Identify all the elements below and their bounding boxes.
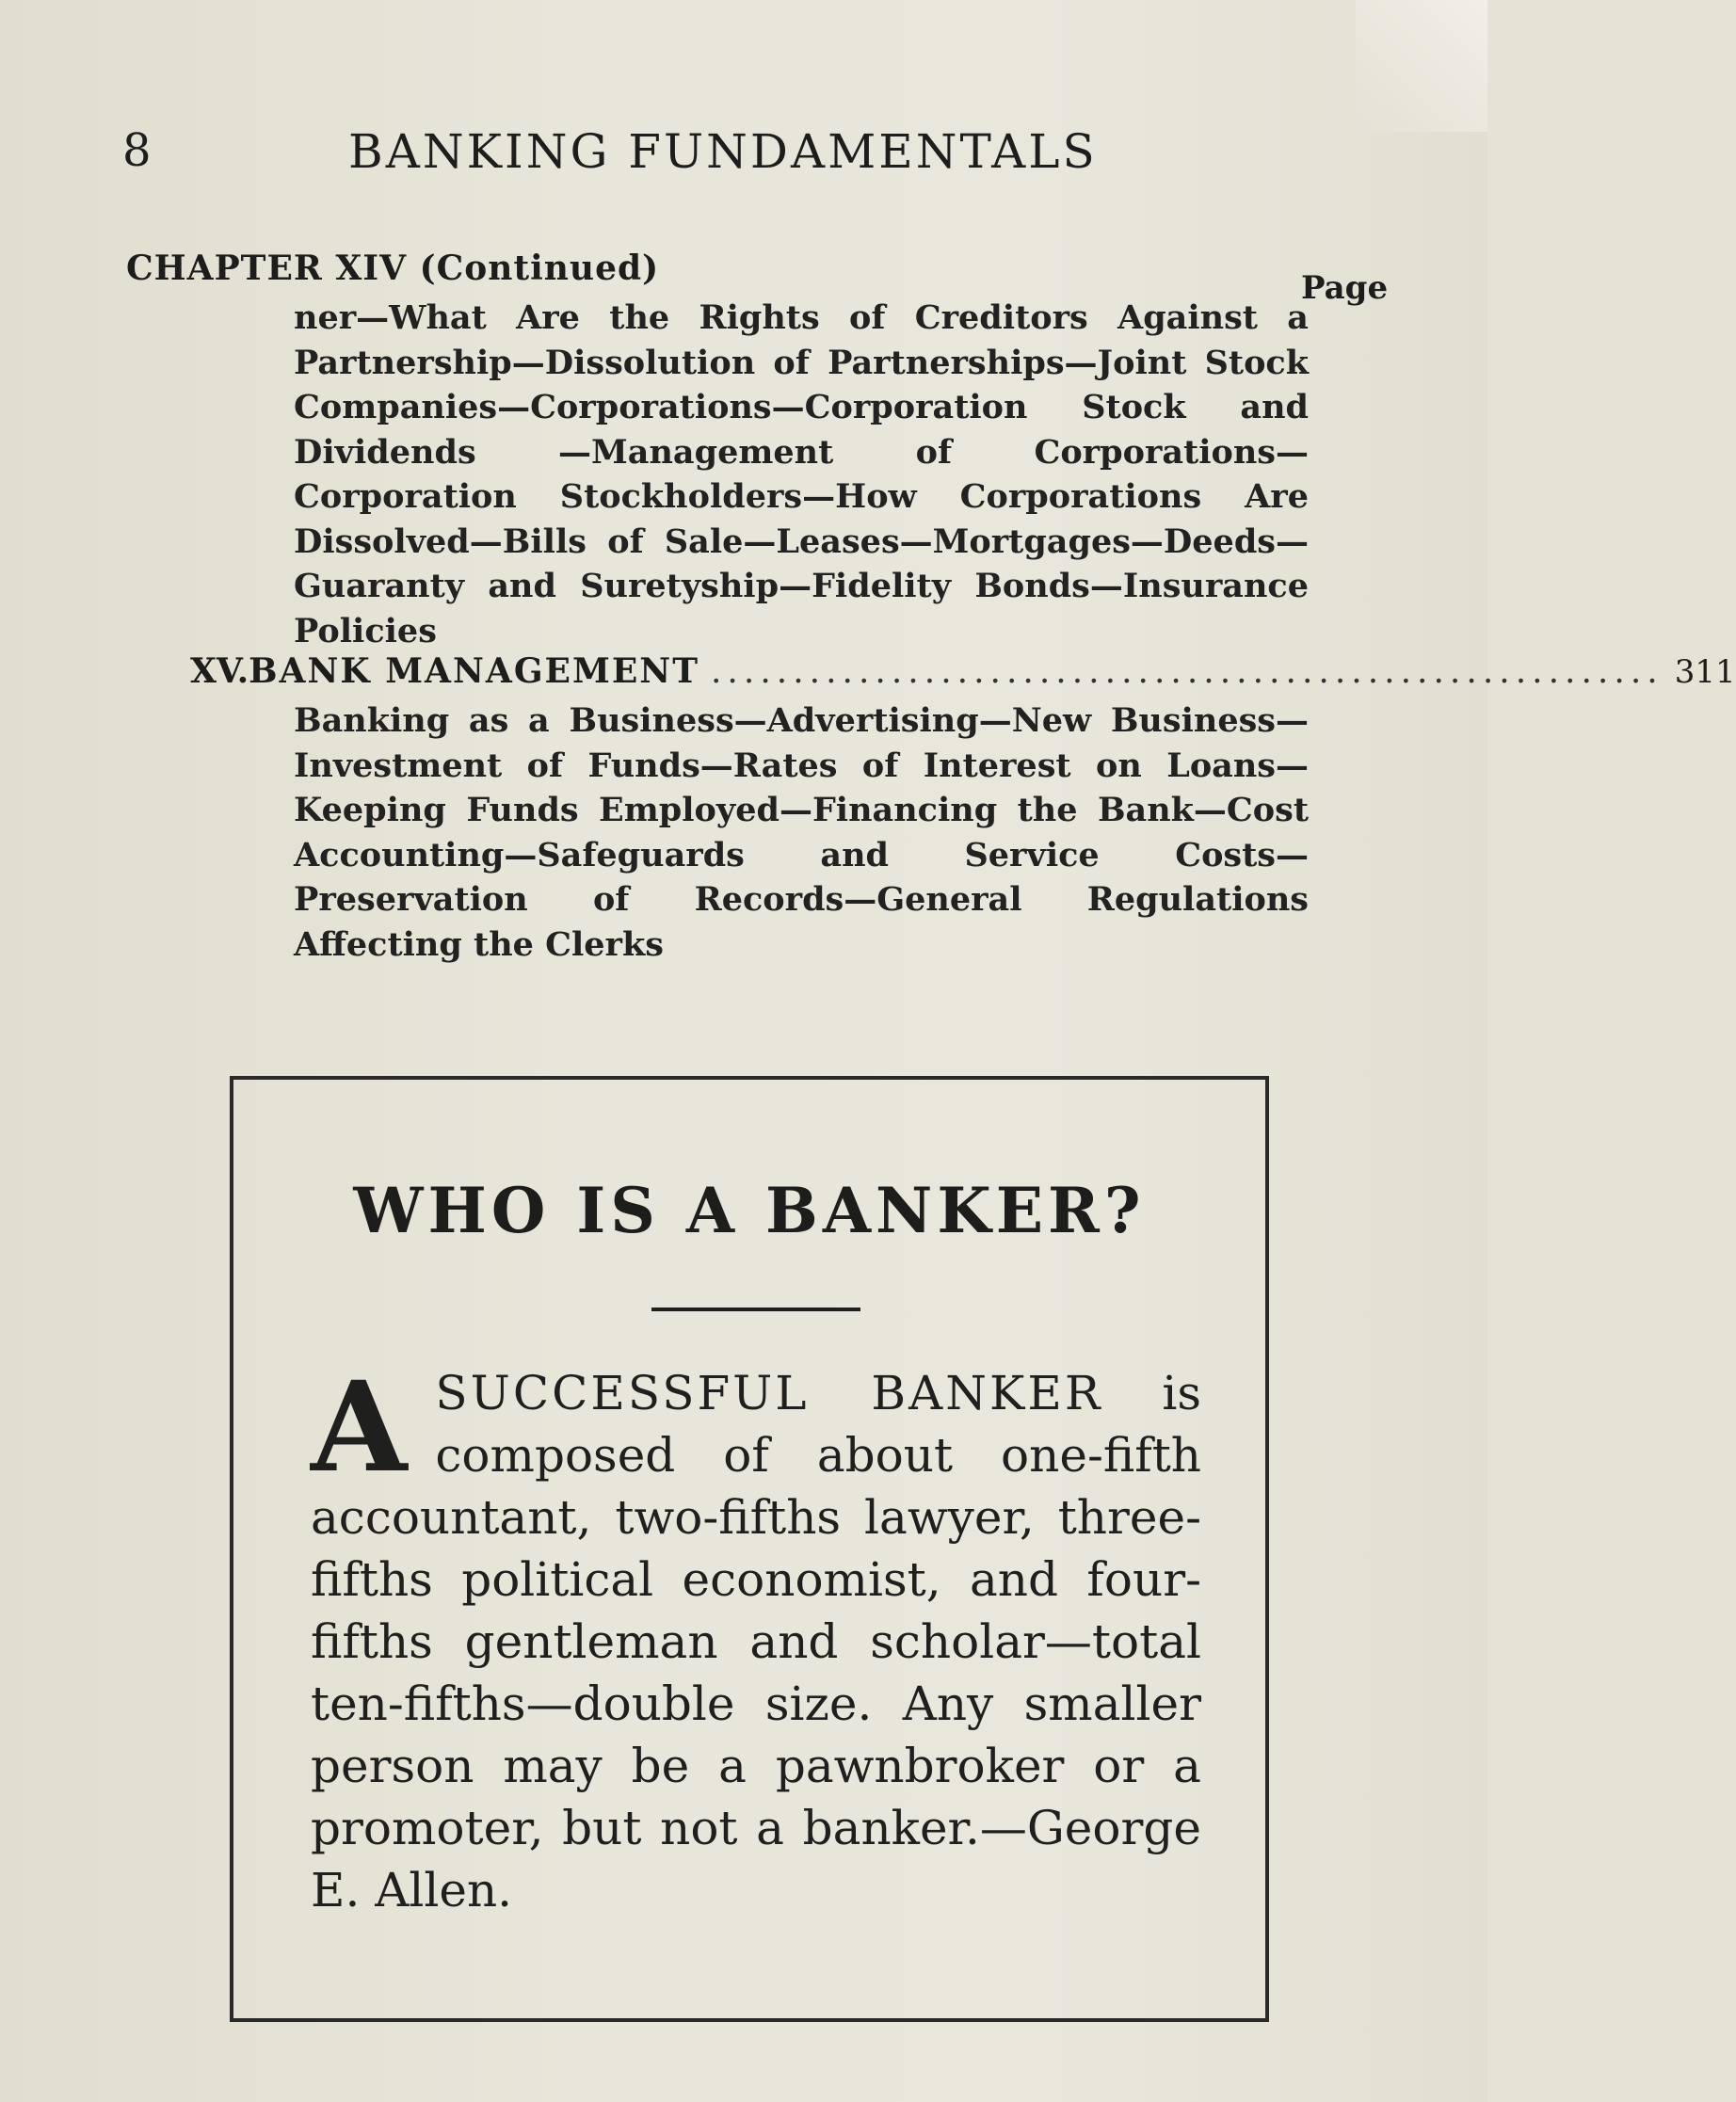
toc-entry-chapter-15 <box>190 651 1736 697</box>
chapter-page-number: 311 <box>1674 653 1736 691</box>
quote-lead-words: SUCCESSFUL BANKER <box>435 1366 1103 1420</box>
title-rule <box>651 1308 860 1311</box>
chapter-15-topics: Banking as a Business—Advertising—New Business—Investment of Funds—Rates of Interest on Loans—Keeping Funds Employed—Financing the Bank—Cost Accounting—Safeguards and Service Costs—Preservation of Records—General Regulations Affecting the Clerks <box>294 701 1309 964</box>
chapter-14-topics: ner—What Are the Rights of Creditors Against a Partnership—Dissolution of Partnerships—Joint Stock Companies—Corporations—Corporation Stock and Dividends —Management of Corporations—Corporation Stockholders—How Corporations Are Dissolved—Bills of Sale—Leases—Mortgages—Deeds—Guaranty and Suretyship—Fidelity Bonds—Insurance Policies <box>294 298 1309 650</box>
page-number: 8 <box>122 124 153 177</box>
page-corner-shade <box>1356 0 1487 132</box>
quote-box <box>230 1076 1269 2022</box>
dot-leader: .......................................................... <box>710 652 1664 691</box>
chapter-number: XV. <box>190 651 249 691</box>
drop-cap: A <box>311 1355 408 1500</box>
running-title: BANKING FUNDAMENTALS <box>348 124 1098 179</box>
quote-title: WHO IS A BANKER? <box>353 1174 1146 1247</box>
continued-chapter-heading: CHAPTER XIV (Continued) <box>126 249 660 288</box>
chapter-title: BANK MANAGEMENT <box>249 651 699 691</box>
quote-text: is composed of about one-fifth accountant, two-fifths lawyer, three-fifths political economist, and four-fifths gentleman and scholar—total ten-fifths—double size. Any smaller person may be a pawnbroker or a promoter, but not a banker.—George E. Allen. <box>311 1366 1201 1917</box>
running-header <box>122 124 1158 181</box>
page-column-label: Page <box>1301 269 1389 307</box>
quote-body <box>311 1355 1201 1921</box>
